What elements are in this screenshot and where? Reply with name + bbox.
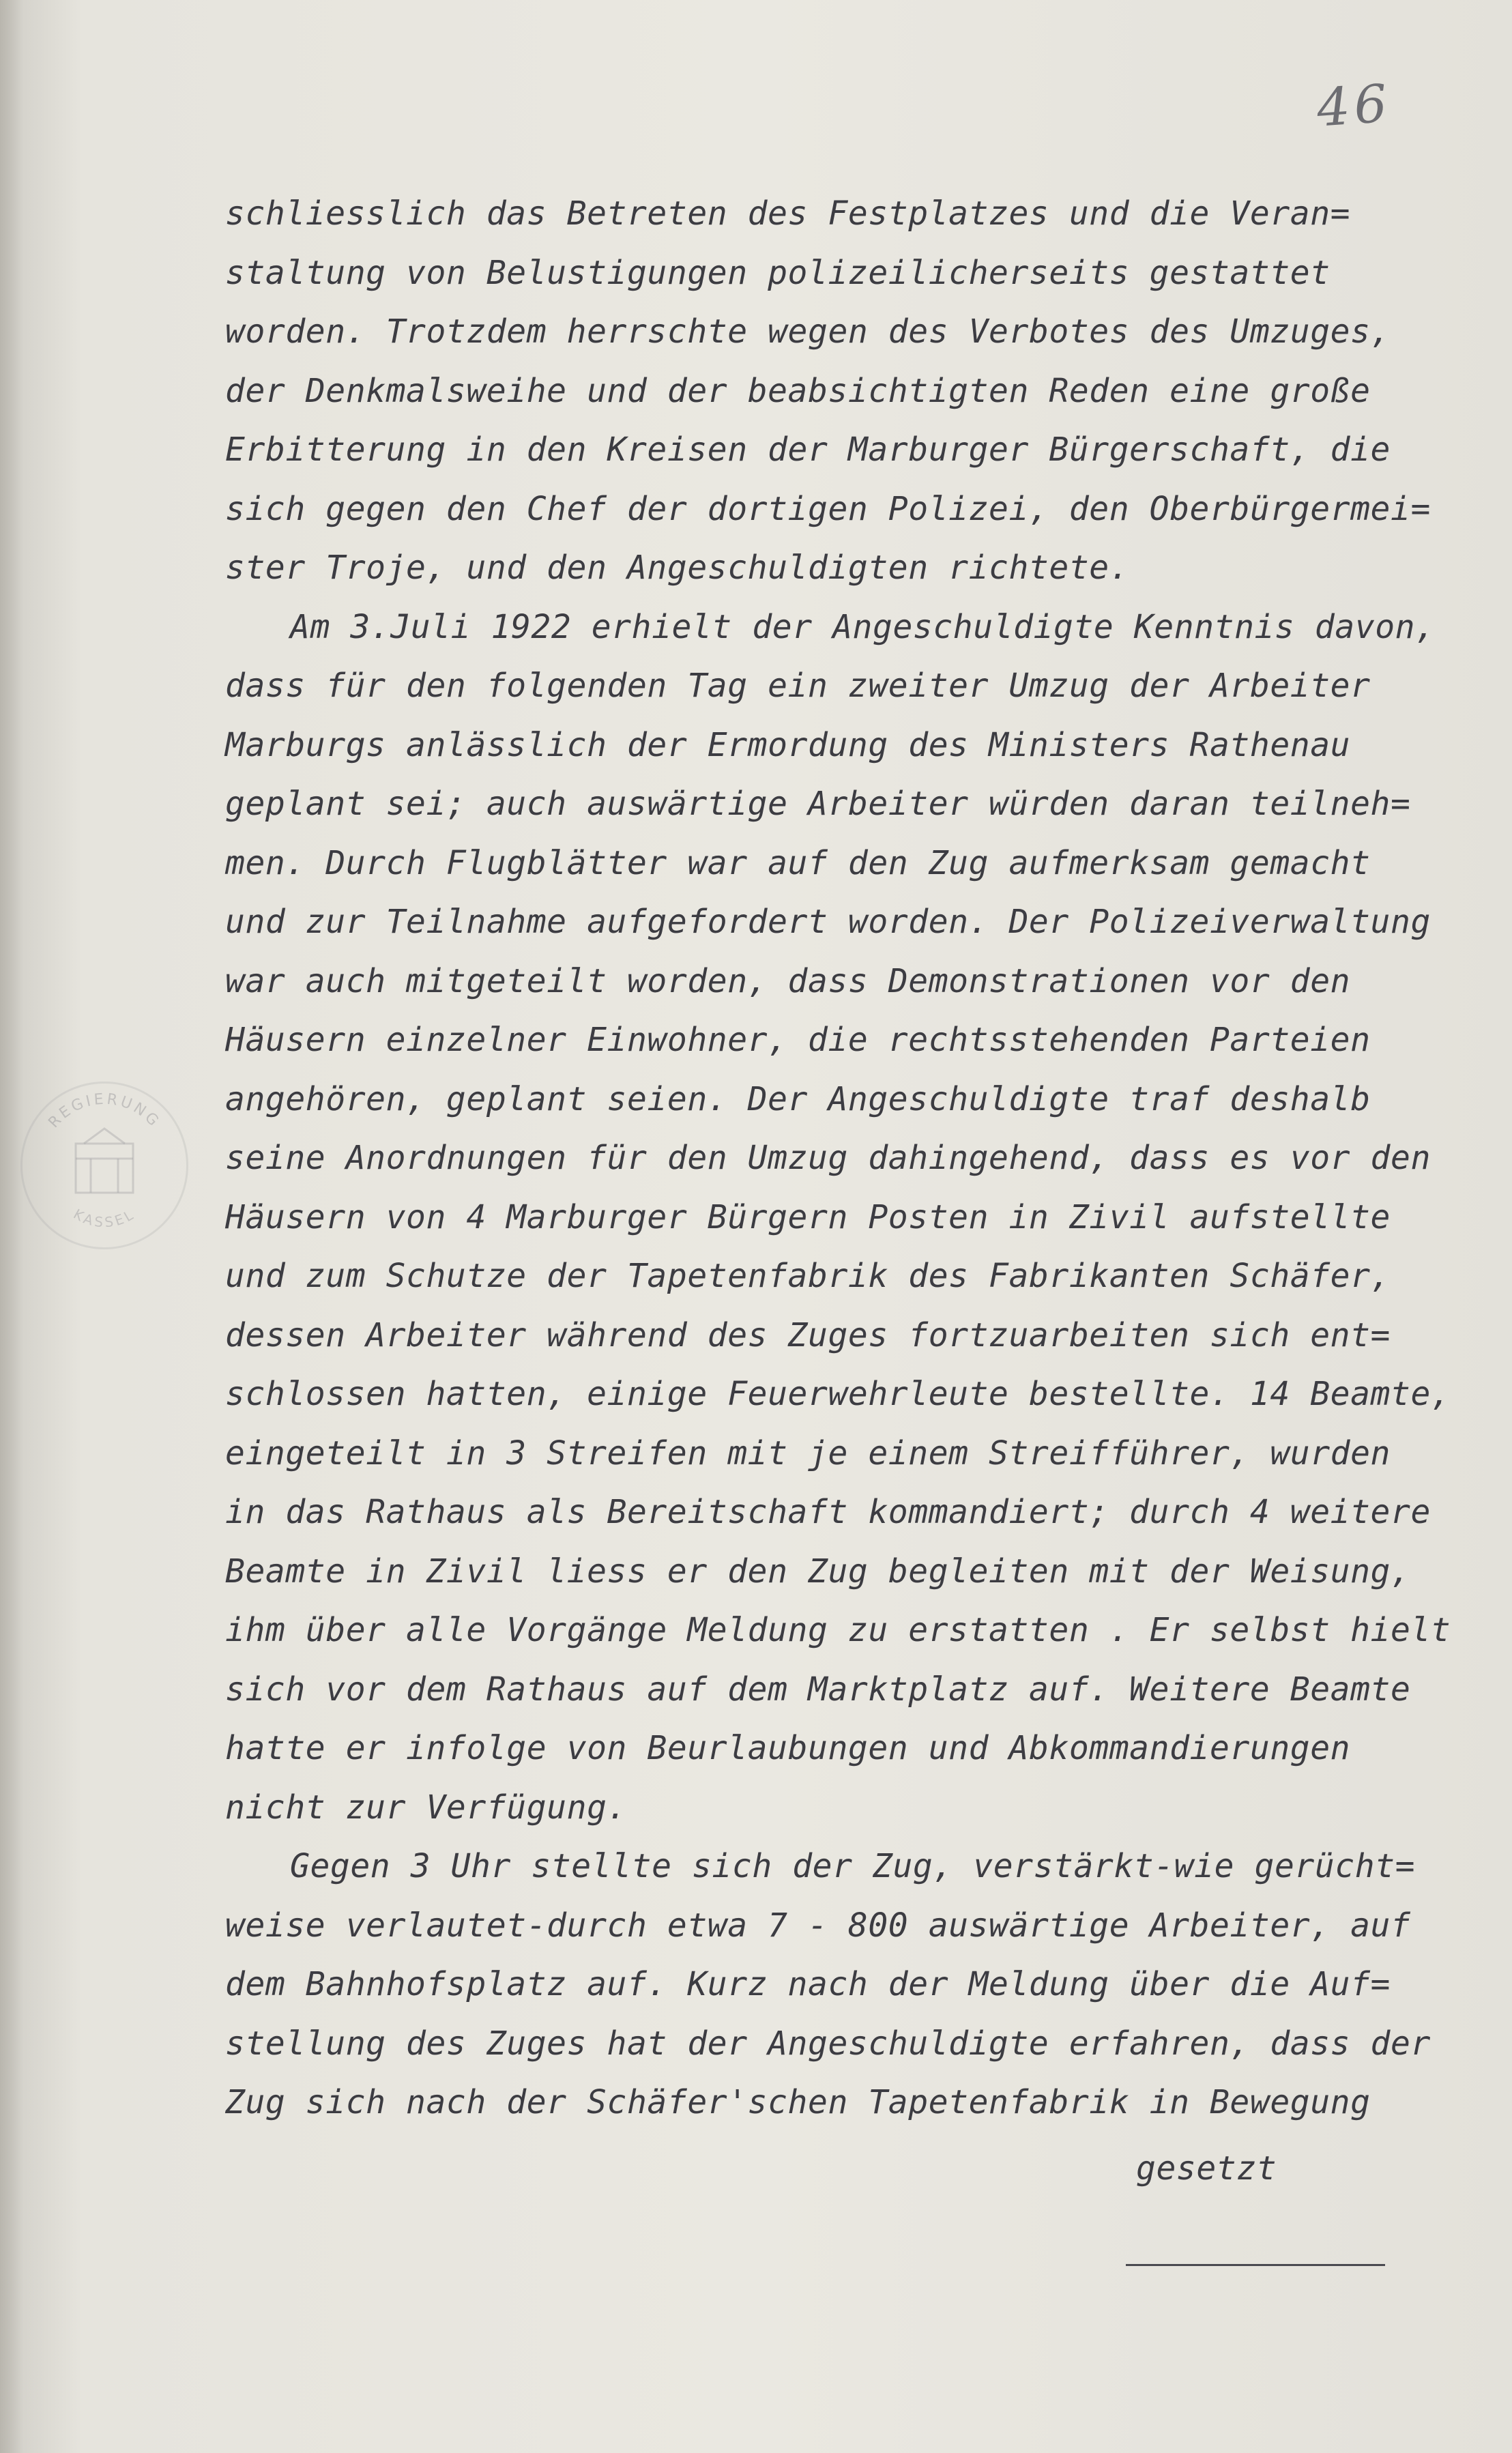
catchword-underline [1126,2264,1385,2266]
text-line: angehören, geplant seien. Der Angeschuldigte traf deshalb [225,1079,1371,1118]
stamp-label-top: REGIERUNG [45,1090,164,1132]
text-line: dessen Arbeiter während des Zuges fortzuarbeiten sich ent= [225,1316,1391,1354]
text-line: schliesslich das Betreten des Festplatzes und die Veran= [225,194,1351,233]
paragraph-start-line: Gegen 3 Uhr stellte sich der Zug, verstärkt-wie gerücht= [290,1847,1416,1885]
catchword: gesetzt [1136,2149,1277,2188]
text-line: dass für den folgenden Tag ein zweiter Umzug der Arbeiter [225,667,1371,705]
stamp-graphic [23,1084,186,1247]
text-line: Häusern einzelner Einwohner, die rechtsstehenden Parteien [225,1021,1371,1059]
text-line: dem Bahnhofsplatz auf. Kurz nach der Meldung über die Auf= [225,1965,1391,2003]
text-line: worden. Trotzdem herrschte wegen des Verbotes des Umzuges, [225,313,1391,351]
text-line: ster Troje, und den Angeschuldigten richtete. [225,549,1130,587]
text-line: und zum Schutze der Tapetenfabrik des Fabrikanten Schäfer, [225,1257,1391,1295]
text-line: ihm über alle Vorgänge Meldung zu erstatten . Er selbst hielt [225,1611,1451,1649]
svg-text:REGIERUNG [45,1091,163,1131]
text-line: men. Durch Flugblätter war auf den Zug aufmerksam gemacht [225,843,1371,882]
text-line: und zur Teilnahme aufgefordert worden. Der Polizeiverwaltung [225,903,1431,941]
text-line: in das Rathaus als Bereitschaft kommandiert; durch 4 weitere [225,1493,1431,1531]
page-number: 46 [1315,72,1393,139]
text-line: hatte er infolge von Beurlaubungen und Abkommandierungen [225,1729,1351,1767]
text-line: Beamte in Zivil liess er den Zug begleiten mit der Weisung, [225,1552,1411,1591]
text-line: seine Anordnungen für den Umzug dahingehend, dass es vor den [225,1139,1431,1177]
stamp-label-bottom: KASSEL [70,1205,139,1231]
regierung-stamp [20,1082,188,1249]
page-edge-shadow [0,0,23,2453]
text-line: Erbitterung in den Kreisen der Marburger Bürgerschaft, die [225,431,1391,469]
text-line: Zug sich nach der Schäfer'schen Tapetenfabrik in Bewegung [225,2083,1371,2121]
text-line: stellung des Zuges hat der Angeschuldigte erfahren, dass der [225,2024,1431,2063]
paragraph-start-line: Am 3.Juli 1922 erhielt der Angeschuldigte Kenntnis davon, [290,607,1436,646]
text-line: staltung von Belustigungen polizeilicherseits gestattet [225,253,1331,292]
text-line: schlossen hatten, einige Feuerwehrleute bestellte. 14 Beamte, [225,1375,1451,1413]
text-line: geplant sei; auch auswärtige Arbeiter würden daran teilneh= [225,785,1411,823]
text-line: der Denkmalsweihe und der beabsichtigten Reden eine große [225,371,1371,410]
text-line: weise verlautet-durch etwa 7 - 800 auswärtige Arbeiter, auf [225,1906,1411,1945]
text-line: Marburgs anlässlich der Ermordung des Ministers Rathenau [225,725,1351,764]
text-line: sich gegen den Chef der dortigen Polizei, den Oberbürgermei= [225,489,1431,528]
text-line: sich vor dem Rathaus auf dem Marktplatz auf. Weitere Beamte [225,1670,1411,1709]
text-line: Häusern von 4 Marburger Bürgern Posten in Zivil aufstellte [225,1198,1391,1236]
body-text [225,184,1512,2198]
svg-text:KASSEL [71,1206,139,1231]
text-line: eingeteilt in 3 Streifen mit je einem Streifführer, wurden [225,1434,1391,1472]
text-line: war auch mitgeteilt worden, dass Demonstrationen vor den [225,961,1351,1000]
text-line: nicht zur Verfügung. [225,1788,627,1827]
